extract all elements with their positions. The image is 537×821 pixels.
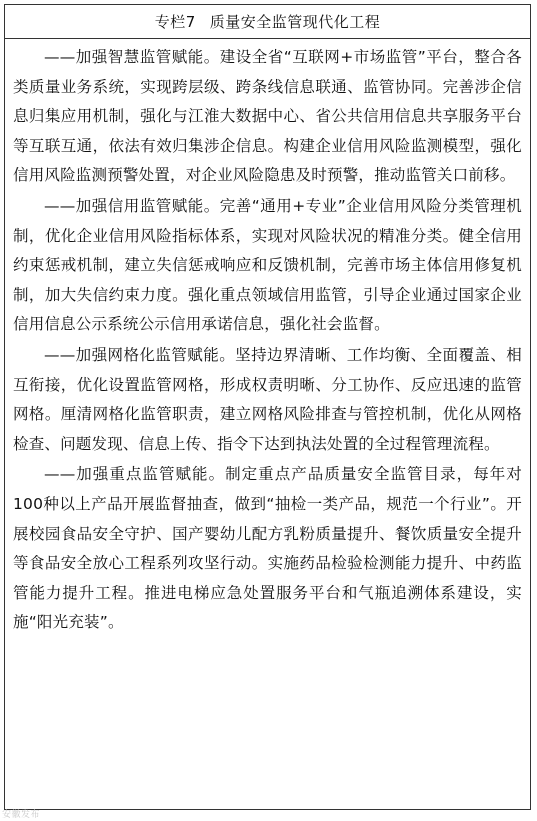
watermark: 安徽发布	[2, 810, 41, 820]
paragraph-grid-supervision: ——加强网格化监管赋能。坚持边界清晰、工作均衡、全面覆盖、相互衔接，优化设置监管网格，形成权责明晰、分工协作、反应迅速的监管网格。厘清网格化监管职责，建立网格风险排查与管控机制，优化从网格检查、问题发现、信息上传、指令下达到执法处置的全过程管理流程。	[13, 345, 522, 453]
column-title	[5, 5, 530, 39]
column-label: 专栏7	[154, 13, 196, 31]
column-heading: 质量安全监管现代化工程	[209, 13, 381, 31]
column-body	[5, 39, 530, 638]
paragraph-credit-supervision: ——加强信用监管赋能。完善“通用+专业”企业信用风险分类管理机制，优化企业信用风险指标体系，实现对风险状况的精准分类。健全信用约束惩戒机制，建立失信惩戒响应和反馈机制，完善市场主体信用修复机制，加大失信约束力度。强化重点领域信用监管，引导企业通过国家企业信用信息公示系统公示信用承诺信息，强化社会监督。	[13, 196, 522, 334]
column-box	[4, 4, 531, 810]
paragraph-smart-supervision: ——加强智慧监管赋能。建设全省“互联网+市场监管”平台，整合各类质量业务系统，实现跨层级、跨条线信息联通、监管协同。完善涉企信息归集应用机制，强化与江淮大数据中心、省公共信用信息共享服务平台等互联互通，依法有效归集涉企信息。构建企业信用风险监测模型，强化信用风险监测预警处置，对企业风险隐患及时预警，推动监管关口前移。	[13, 48, 522, 185]
paragraph-key-supervision: ——加强重点监管赋能。制定重点产品质量安全监管目录，每年对100种以上产品开展监督抽查，做到“抽检一类产品，规范一个行业”。开展校园食品安全守护、国产婴幼儿配方乳粉质量提升、餐饮质量安全提升等食品安全放心工程系列攻坚行动。实施药品检验检测能力提升、中药监管能力提升工程。推进电梯应急处置服务平台和气瓶追溯体系建设，实施“阳光充装”。	[13, 465, 522, 632]
